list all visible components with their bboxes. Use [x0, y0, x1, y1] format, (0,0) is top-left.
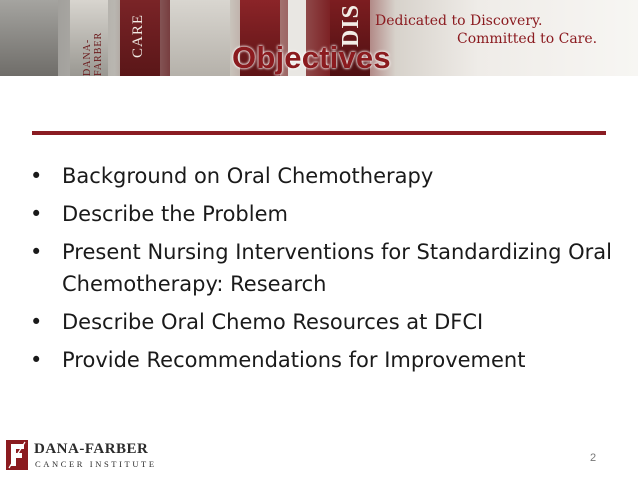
objectives-list: [30, 160, 620, 382]
title-divider: [32, 131, 606, 135]
list-item: [30, 344, 620, 376]
list-item-text: Provide Recommendations for Improvement: [62, 348, 526, 372]
page-number: 2: [590, 452, 597, 464]
bullet-icon: •: [30, 348, 43, 372]
logo-mark-icon: [6, 440, 28, 470]
building-sign-text: DANA-FARBER: [82, 31, 104, 76]
slide-title: Objectives: [232, 40, 391, 75]
tagline: [375, 12, 625, 48]
bullet-icon: •: [30, 240, 43, 264]
bullet-icon: •: [30, 310, 43, 334]
list-item-text: Describe the Problem: [62, 202, 288, 226]
list-item: [30, 198, 620, 230]
list-item: [30, 306, 620, 338]
logo-name: DANA-FARBER: [34, 441, 149, 457]
building-care-text: CARE: [130, 14, 146, 59]
bullet-icon: •: [30, 164, 43, 188]
building-dis-text: DIS: [338, 4, 364, 48]
list-item-text: Present Nursing Interventions for Standardizing Oral Chemotherapy: Research: [62, 240, 612, 296]
list-item-text: Background on Oral Chemotherapy: [62, 164, 434, 188]
list-item: [30, 236, 620, 300]
tagline-line-1: Dedicated to Discovery.: [375, 13, 543, 29]
list-item: [30, 160, 620, 192]
tagline-line-2: Committed to Care.: [457, 31, 598, 47]
building-pillar: [170, 0, 230, 76]
building-pillar: [0, 0, 58, 76]
list-item-text: Describe Oral Chemo Resources at DFCI: [62, 310, 484, 334]
bullet-icon: •: [30, 202, 43, 226]
dana-farber-logo: [6, 440, 206, 472]
logo-subtitle: CANCER INSTITUTE: [35, 459, 157, 469]
